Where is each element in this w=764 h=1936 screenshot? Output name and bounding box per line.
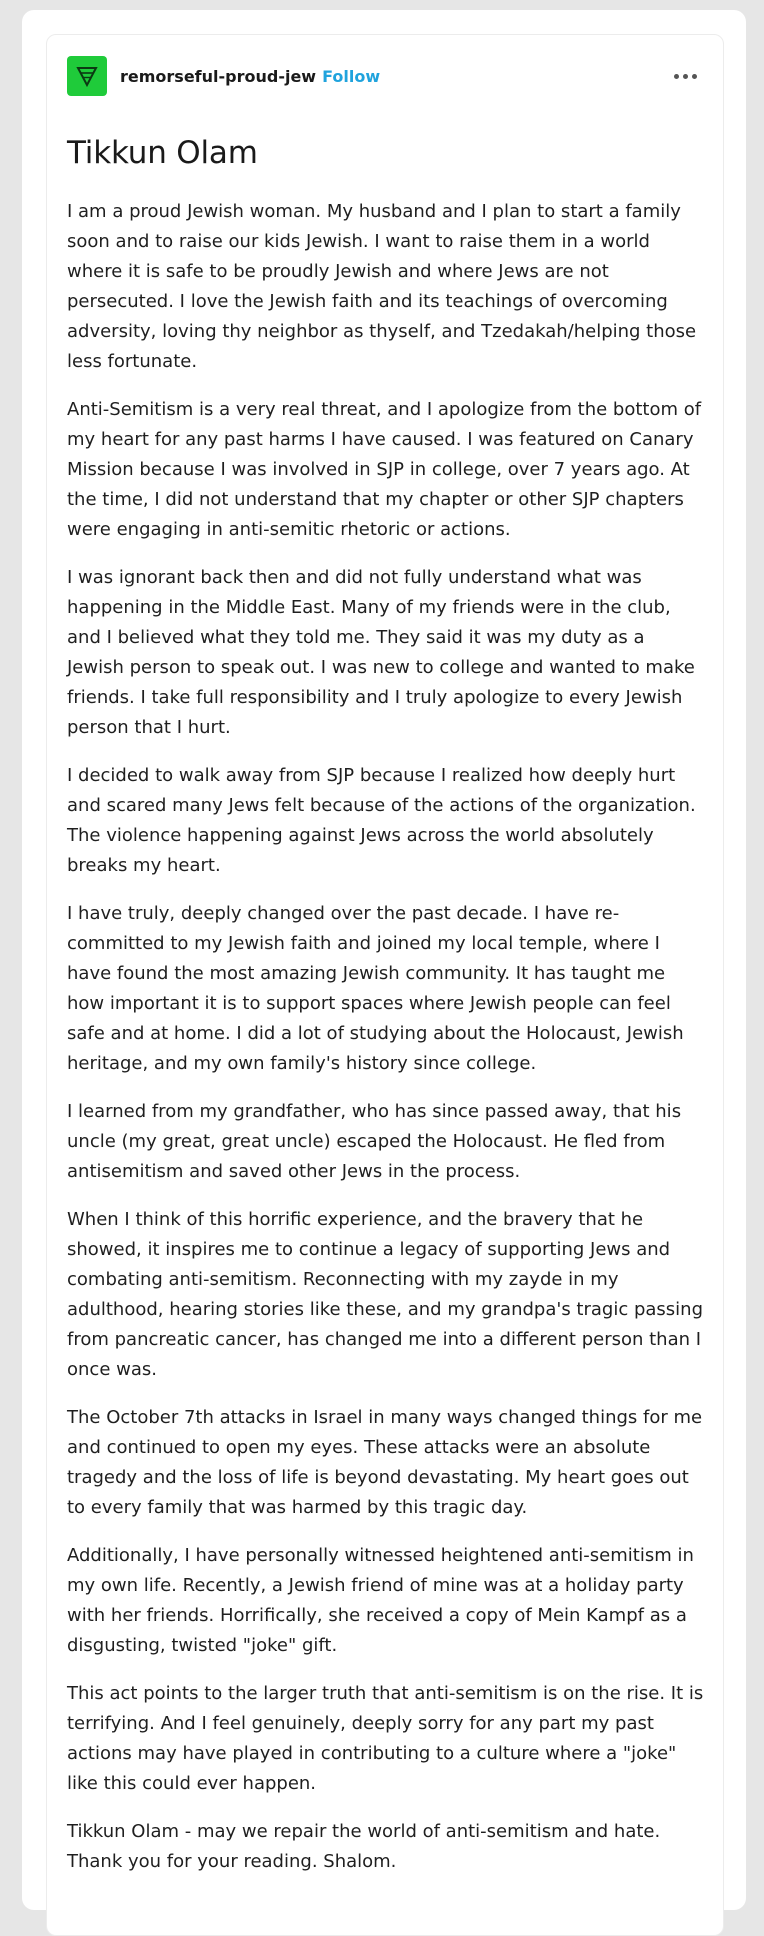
post-paragraph: Tikkun Olam - may we repair the world of anti-semitism and hate. Thank you for your reading. Shalom. bbox=[67, 1821, 661, 1872]
follow-button[interactable]: Follow bbox=[322, 66, 381, 86]
post-paragraph: Additionally, I have personally witnessed heightened anti-semitism in my own life. Recently, a Jewish friend of mine was at a holiday party with her friends. Horrifically, she received a copy of Mein Kampf as a disgusting, twisted "joke" gift. bbox=[67, 1545, 694, 1656]
more-dot-icon bbox=[683, 74, 688, 79]
post-body bbox=[67, 197, 707, 1895]
post-paragraph: Anti-Semitism is a very real threat, and I apologize from the bottom of my heart for any past harms I have caused. I was featured on Canary Mission because I was involved in SJP in college, over 7 years ago. At the time, I did not understand that my chapter or other SJP chapters were engaging in anti-semitic rhetoric or actions. bbox=[67, 399, 702, 540]
post-paragraph: I have truly, deeply changed over the past decade. I have re-committed to my Jewish faith and joined my local temple, where I have found the most amazing Jewish community. It has taught me how important it is to support spaces where Jewish people can feel safe and at home. I did a lot of studying about the Holocaust, Jewish heritage, and my own family's history since college. bbox=[67, 903, 684, 1074]
more-dot-icon bbox=[692, 74, 697, 79]
blog-avatar[interactable] bbox=[67, 56, 107, 96]
blog-name-link[interactable]: remorseful-proud-jew bbox=[120, 66, 317, 86]
post-header bbox=[67, 55, 703, 97]
post-paragraph: When I think of this horrific experience, and the bravery that he showed, it inspires me to continue a legacy of supporting Jews and combating anti-semitism. Reconnecting with my zayde in my adulthood, hearing stories like these, and my grandpa's tragic passing from pancreatic cancer, has changed me into a different person than I once was. bbox=[67, 1209, 704, 1380]
more-options-button[interactable] bbox=[668, 66, 703, 87]
post-title: Tikkun Olam bbox=[67, 135, 258, 171]
post-card bbox=[46, 34, 724, 1936]
page-card bbox=[22, 10, 746, 1910]
post-paragraph: The October 7th attacks in Israel in many ways changed things for me and continued to open my eyes. These attacks were an absolute tragedy and the loss of life is beyond devastating. My heart goes out to every family that was harmed by this tragic day. bbox=[67, 1407, 703, 1518]
post-paragraph: I was ignorant back then and did not fully understand what was happening in the Middle East. Many of my friends were in the club, and I believed what they told me. They said it was my duty as a Jewish person to speak out. I was new to college and wanted to make friends. I take full responsibility and I truly apologize to every Jewish person that I hurt. bbox=[67, 567, 695, 738]
more-dot-icon bbox=[674, 74, 679, 79]
post-paragraph: This act points to the larger truth that anti-semitism is on the rise. It is terrifying. And I feel genuinely, deeply sorry for any part my past actions may have played in contributing to a culture where a "joke" like this could ever happen. bbox=[67, 1683, 704, 1794]
triangle-logo-icon bbox=[74, 63, 100, 89]
post-paragraph: I am a proud Jewish woman. My husband and I plan to start a family soon and to raise our kids Jewish. I want to raise them in a world where it is safe to be proudly Jewish and where Jews are not persecuted. I love the Jewish faith and its teachings of overcoming adversity, loving thy neighbor as thyself, and Tzedakah/helping those less fortunate. bbox=[67, 201, 697, 372]
post-paragraph: I learned from my grandfather, who has since passed away, that his uncle (my great, great uncle) escaped the Holocaust. He fled from antisemitism and saved other Jews in the process. bbox=[67, 1101, 682, 1182]
post-paragraph: I decided to walk away from SJP because I realized how deeply hurt and scared many Jews felt because of the actions of the organization. The violence happening against Jews across the world absolutely breaks my heart. bbox=[67, 765, 696, 876]
